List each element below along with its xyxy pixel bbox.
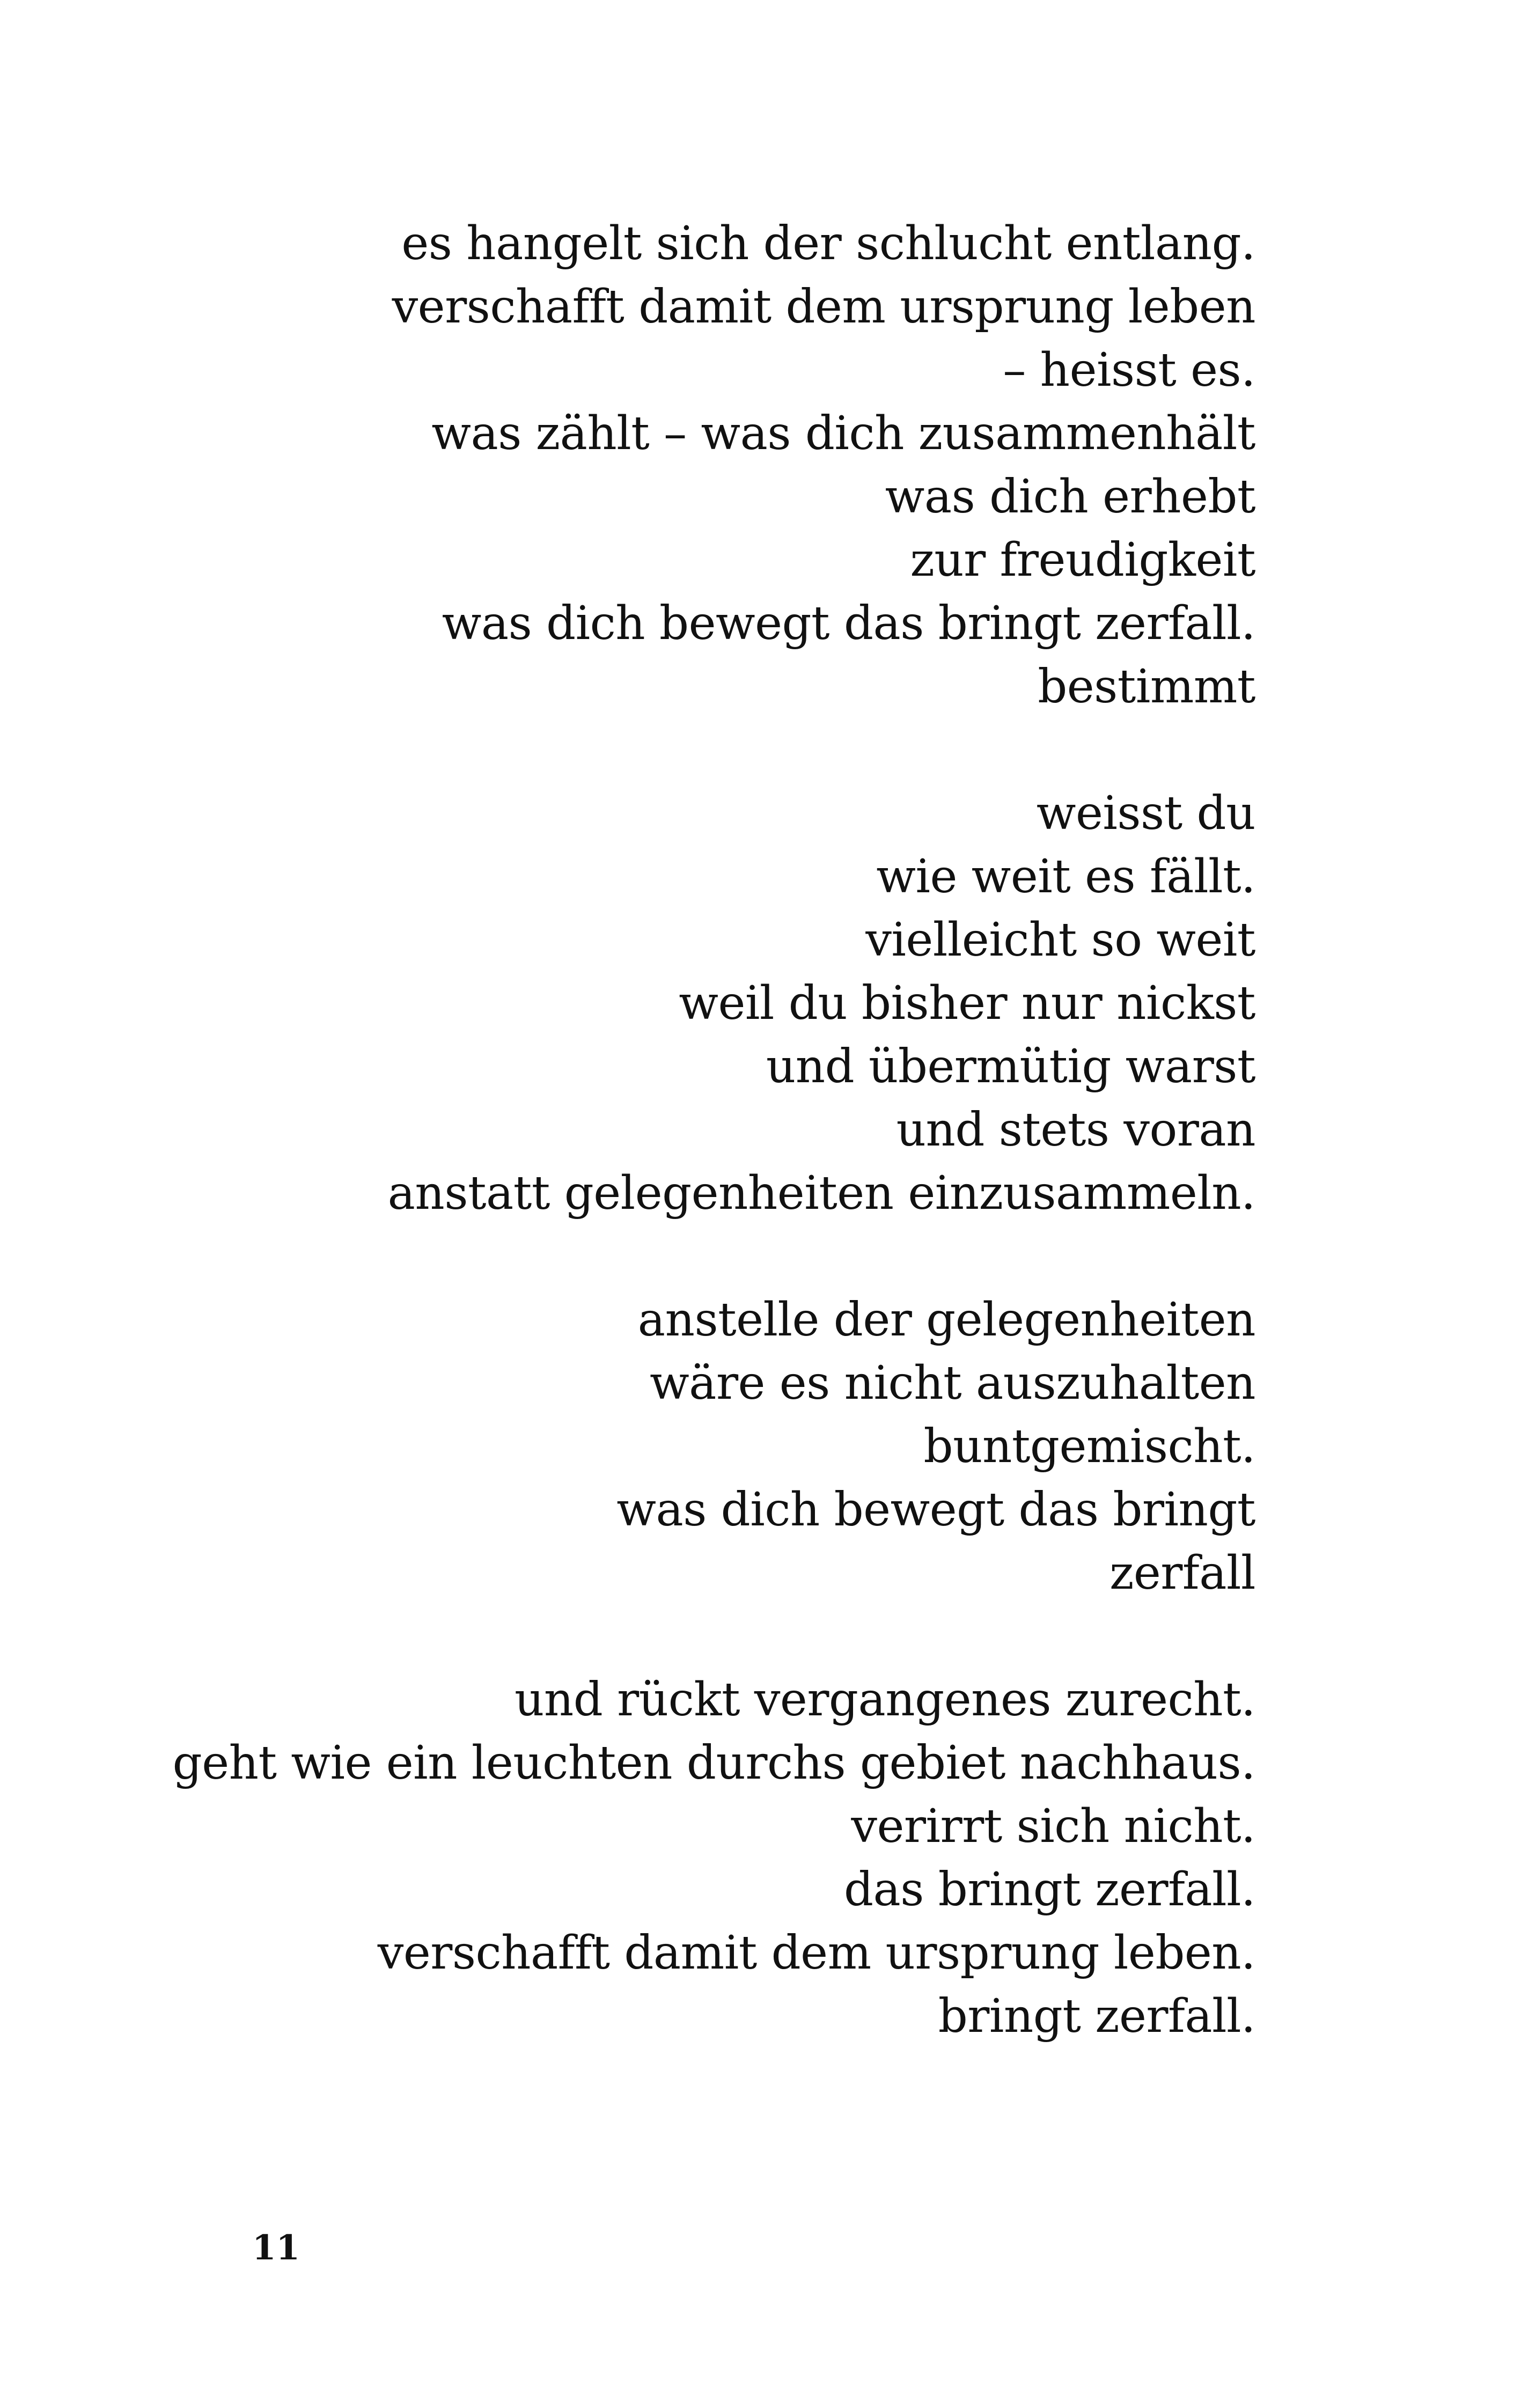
poem-line: verirrt sich nicht. [851,1800,1255,1853]
poem-line: was zählt – was dich zusammenhält [431,407,1255,460]
poem-line: und rückt vergangenes zurecht. [515,1673,1255,1727]
poem-line: was dich bewegt das bringt zerfall. [442,597,1255,650]
poem-line: geht wie ein leuchten durchs gebiet nachhaus. [172,1736,1255,1790]
poem-line: zur freudigkeit [910,533,1255,587]
stanza-2 [173,782,1255,1225]
poem-line: anstatt gelegenheiten einzusammeln. [387,1166,1255,1220]
poem-line: zerfall [1109,1546,1255,1600]
stanza-3 [173,1288,1255,1605]
poem-line: was dich erhebt [885,470,1255,524]
poem-line: wäre es nicht auszuhalten [650,1356,1255,1410]
poem-line: das bringt zerfall. [843,1863,1255,1917]
page-number: 11 [252,2228,300,2268]
poem-line: buntgemischt. [923,1420,1255,1473]
poem-line: anstelle der gelegenheiten [637,1293,1255,1347]
poem-line: und stets voran [896,1103,1255,1157]
poem-line: – heisst es. [1003,343,1255,397]
poem-line: und übermütig warst [766,1040,1255,1093]
poem-line: wie weit es fällt. [876,850,1255,904]
stanza-1 [173,212,1255,718]
poem-line: was dich bewegt das bringt [616,1483,1255,1537]
poem-line: bringt zerfall. [938,1989,1255,2043]
poem-line: verschafft damit dem ursprung leben. [377,1926,1255,1980]
poem-line: bestimmt [1038,660,1255,714]
poem-line: es hangelt sich der schlucht entlang. [401,217,1255,270]
stanza-4 [173,1668,1255,2048]
poem [173,212,1255,2048]
poem-line: vielleicht so weit [865,913,1255,967]
poem-line: weisst du [1036,787,1255,840]
poem-line: weil du bisher nur nickst [679,977,1255,1030]
poem-line: verschafft damit dem ursprung leben [392,280,1255,334]
